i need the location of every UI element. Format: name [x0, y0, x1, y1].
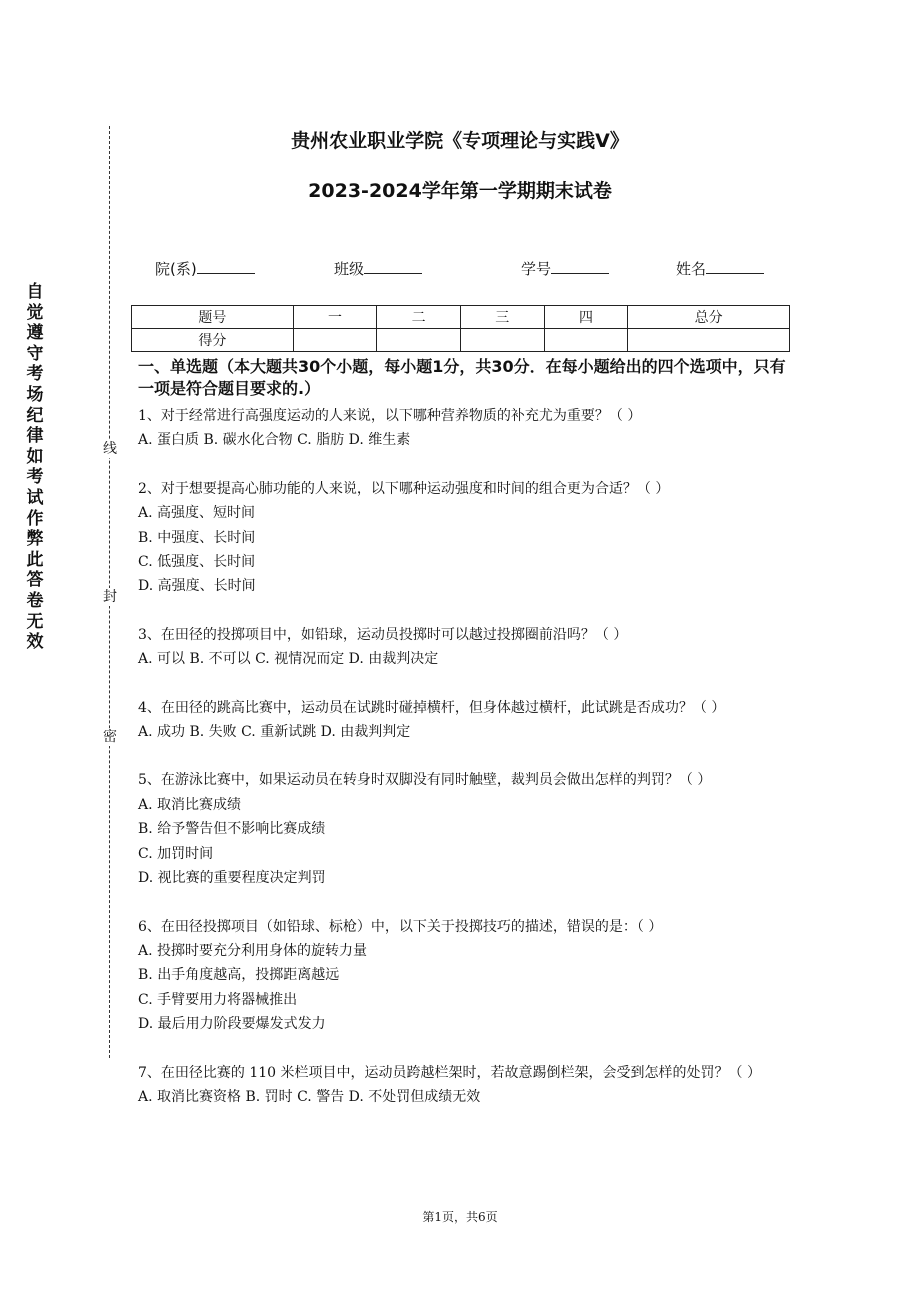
exam-discipline-notice: 自觉遵守考场纪律如考试作弊此答卷无效	[26, 282, 44, 653]
question-option: A. 可以 B. 不可以 C. 视情况而定 D. 由裁判决定	[138, 651, 439, 668]
score-cell[interactable]	[628, 329, 790, 352]
question-option: D. 视比赛的重要程度决定判罚	[138, 870, 326, 887]
question-stem: 3、在田径的投掷项目中，如铅球，运动员投掷时可以越过投掷圈前沿吗？（ ）	[138, 626, 628, 643]
question-stem: 1、对于经常进行高强度运动的人来说，以下哪种营养物质的补充尤为重要？（ ）	[138, 408, 642, 424]
score-header-cell: 二	[377, 306, 461, 329]
seal-mark-seal: 封	[100, 588, 120, 606]
info-field-class: 班级	[334, 258, 422, 279]
page-footer: 第1页，共6页	[422, 1210, 498, 1224]
question-option: A. 高强度、短时间	[138, 505, 256, 522]
info-field-student-id: 学号	[521, 258, 609, 279]
question	[138, 696, 792, 745]
score-header-cell: 总分	[628, 306, 790, 329]
question-option: A. 蛋白质 B. 碳水化合物 C. 脂肪 D. 维生素	[138, 432, 411, 449]
question-option: C. 手臂要用力将器械推出	[138, 991, 298, 1008]
info-field-department: 院(系)	[155, 258, 255, 279]
question-option: B. 中强度、长时间	[138, 529, 256, 546]
score-cell[interactable]	[460, 329, 544, 352]
name-blank[interactable]	[706, 259, 764, 274]
question-stem: 6、在田径投掷项目（如铅球、标枪）中，以下关于投掷技巧的描述，错误的是：（ ）	[138, 918, 663, 935]
question	[138, 404, 792, 453]
question-stem: 2、对于想要提高心肺功能的人来说，以下哪种运动强度和时间的组合更为合适？（ ）	[138, 480, 670, 497]
question-list	[138, 404, 792, 1133]
class-blank[interactable]	[364, 259, 422, 274]
question	[138, 477, 792, 599]
seal-mark-line: 线	[100, 440, 120, 458]
score-table-header-row	[132, 306, 790, 329]
question	[138, 623, 792, 672]
question	[138, 1061, 792, 1110]
score-table-score-row	[132, 329, 790, 352]
question-option: A. 投掷时要充分利用身体的旋转力量	[138, 942, 368, 959]
question	[138, 768, 792, 890]
exam-title: 贵州农业职业学院《专项理论与实践Ⅴ》	[291, 130, 629, 152]
department-blank[interactable]	[197, 259, 255, 274]
score-header-cell: 题号	[132, 306, 294, 329]
exam-subtitle: 2023-2024学年第一学期期末试卷	[308, 180, 612, 202]
score-cell[interactable]	[293, 329, 377, 352]
question-option: B. 出手角度越高，投掷距离越远	[138, 967, 340, 984]
score-cell[interactable]	[377, 329, 461, 352]
question-option: A. 取消比赛成绩	[138, 796, 242, 813]
question-option: B. 给予警告但不影响比赛成绩	[138, 821, 326, 838]
question-option: C. 加罚时间	[138, 845, 214, 862]
score-header-cell: 三	[460, 306, 544, 329]
question-stem: 7、在田径比赛的 110 米栏项目中，运动员跨越栏架时，若故意踢倒栏架，会受到怎样的处罚？（ ）	[138, 1064, 761, 1081]
score-cell[interactable]	[544, 329, 628, 352]
score-row-label: 得分	[132, 329, 294, 352]
question-stem: 4、在田径的跳高比赛中，运动员在试跳时碰掉横杆，但身体越过横杆，此试跳是否成功？（ ）	[138, 699, 726, 716]
question-option: A. 成功 B. 失败 C. 重新试跳 D. 由裁判判定	[138, 724, 411, 741]
question-option: D. 高强度、长时间	[138, 578, 256, 595]
question	[138, 915, 792, 1037]
question-option: A. 取消比赛资格 B. 罚时 C. 警告 D. 不处罚但成绩无效	[138, 1088, 481, 1105]
section-heading: 一、单选题（本大题共30个小题，每小题1分，共30分．在每小题给出的四个选项中，只有一项是符合题目要求的.）	[138, 357, 786, 398]
question-stem: 5、在游泳比赛中，如果运动员在转身时双脚没有同时触壁，裁判员会做出怎样的判罚？（ ）	[138, 772, 712, 789]
seal-mark-secret: 密	[100, 728, 120, 746]
question-option: C. 低强度、长时间	[138, 554, 256, 571]
student-id-blank[interactable]	[551, 259, 609, 274]
score-table	[131, 305, 790, 352]
info-field-name: 姓名	[676, 258, 764, 279]
question-option: D. 最后用力阶段要爆发式发力	[138, 1016, 326, 1033]
score-header-cell: 四	[544, 306, 628, 329]
score-header-cell: 一	[293, 306, 377, 329]
